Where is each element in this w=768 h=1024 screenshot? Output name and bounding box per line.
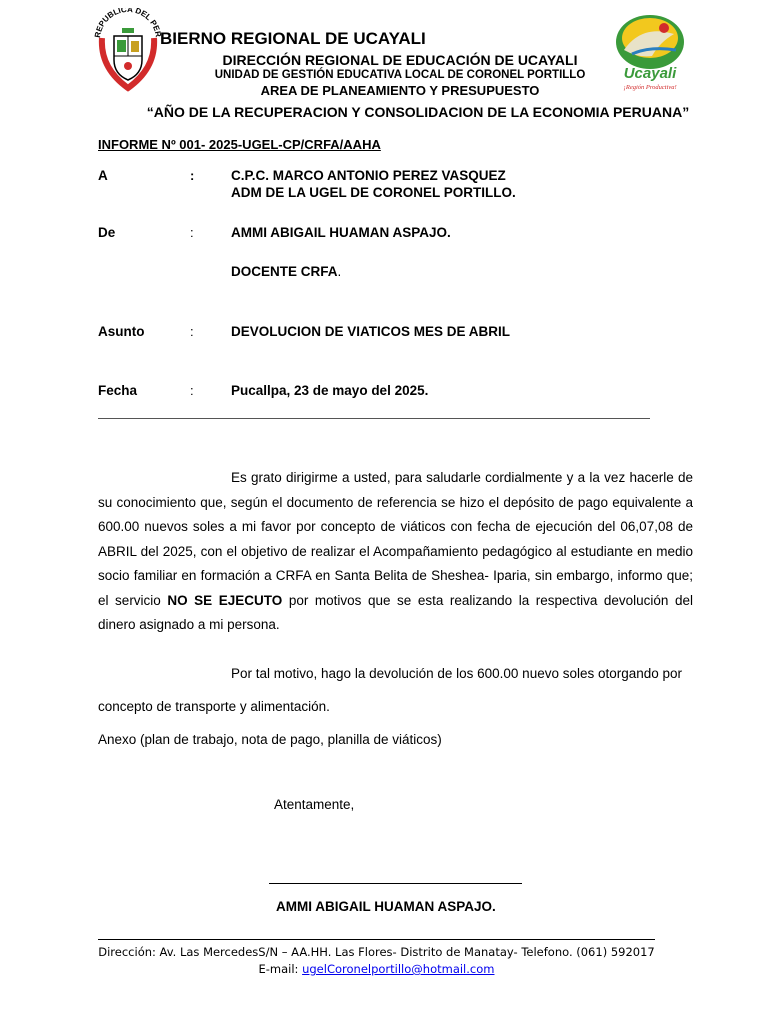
signer-name: AMMI ABIGAIL HUAMAN ASPAJO. — [276, 899, 496, 914]
header-direction: DIRECCIÓN REGIONAL DE EDUCACIÓN DE UCAYALI — [222, 52, 578, 68]
to-colon: : — [190, 168, 195, 183]
subject-label: Asunto — [98, 324, 145, 339]
signature-line — [269, 883, 522, 884]
sender-name: AMMI ABIGAIL HUAMAN ASPAJO. — [231, 225, 451, 240]
closing-salutation: Atentamente, — [274, 797, 355, 812]
footer-address: Dirección: Av. Las MercedesS/N – AA.HH. Las Flores- Distrito de Manatay- Telefono. (061) 592017 — [98, 945, 655, 959]
peru-coat-of-arms-logo — [92, 8, 164, 94]
from-label: De — [98, 225, 116, 240]
header-title: BIERNO REGIONAL DE UCAYALI — [160, 29, 426, 48]
header-unit: UNIDAD DE GESTIÓN EDUCATIVA LOCAL DE CORONEL PORTILLO — [214, 69, 586, 81]
report-number: INFORME Nº 001- 2025-UGEL-CP/CRFA/AAHA — [98, 137, 381, 152]
footer-email-label: E-mail: — [258, 962, 303, 976]
annex-line: Anexo (plan de trabajo, nota de pago, planilla de viáticos) — [98, 732, 442, 747]
sender-role-dot: . — [337, 264, 342, 279]
date-label: Fecha — [98, 383, 138, 398]
svg-text:REPUBLICA DEL PERU: REPUBLICA DEL PER — [93, 8, 163, 39]
date-colon: : — [190, 383, 194, 398]
from-colon: : — [190, 225, 194, 240]
year-motto: “AÑO DE LA RECUPERACION Y CONSOLIDACION DE LA ECONOMIA PERUANA” — [146, 104, 690, 120]
body-paragraph-1-end: por motivos que se esta realizando la respectiva devolución del dinero asignado a mi persona. — [98, 592, 693, 632]
sender-role: DOCENTE CRFA — [231, 264, 338, 279]
header-area: AREA DE PLANEAMIENTO Y PRESUPUESTO — [260, 83, 540, 98]
recipient-name: C.P.C. MARCO ANTONIO PEREZ VASQUEZ — [231, 168, 506, 183]
body-paragraph-2 — [98, 662, 693, 687]
body-paragraph-1-start: Es grato dirigirme a usted, para saludarle cordialmente y a la vez hacerle de su conocimiento que, según el documento de referencia se hizo el depósito de pago equivalente a 600.00 nuevos soles a mi favor por concepto de viáticos con fecha de ejecución del 06,07,08 de ABRIL del 2025, con el objetivo de realizar el Acompañamiento pedagógico al estudiante en medio socio familiar en formación a CRFA en Santa Belita de Sheshea- Iparia, sin embargo, informo que; el servicio — [98, 470, 693, 608]
body-paragraph-1 — [98, 466, 693, 638]
sender-role-line — [231, 264, 341, 279]
footer-email-line — [98, 962, 655, 976]
subject-colon: : — [190, 324, 194, 339]
body-paragraph-1-emphasis: NO SE EJECUTO — [167, 592, 283, 608]
recipient-position: ADM DE LA UGEL DE CORONEL PORTILLO. — [231, 185, 516, 200]
footer-divider — [98, 939, 655, 940]
subject-text: DEVOLUCION DE VIATICOS MES DE ABRIL — [231, 324, 511, 339]
body-paragraph-2-text: Por tal motivo, hago la devolución de los 600.00 nuevo soles otorgando por — [231, 666, 683, 681]
ucayali-logo-text: Ucayali — [623, 65, 677, 82]
body-paragraph-2-continuation: concepto de transporte y alimentación. — [98, 699, 330, 714]
to-label: A — [98, 168, 108, 183]
footer-email-link[interactable]: ugelCoronelportillo@hotmail.com — [302, 962, 495, 976]
header-divider — [98, 418, 650, 419]
ucayali-logo-tagline: ¡Región Productiva! — [623, 84, 677, 91]
date-text: Pucallpa, 23 de mayo del 2025. — [231, 383, 429, 398]
